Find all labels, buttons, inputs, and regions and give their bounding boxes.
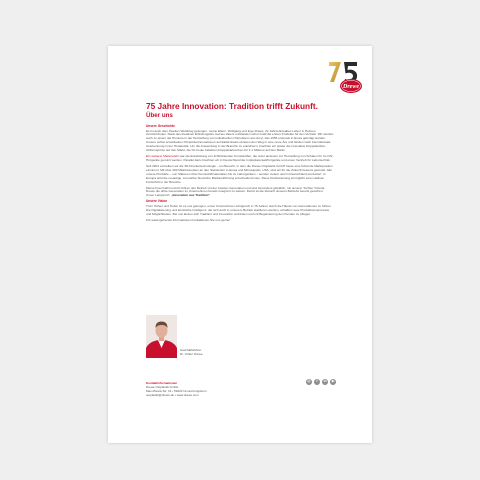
facebook-icon[interactable]: f — [314, 379, 320, 385]
company-address: Max-Planck-Str. 31 • 59423 Unna-Königsborn — [146, 388, 207, 393]
article-body — [146, 125, 334, 225]
page-title: 75 Jahre Innovation: Tradition trifft Zukunft. — [146, 101, 318, 111]
instagram-icon[interactable]: ◎ — [307, 379, 311, 383]
company-email[interactable]: otoplastik@drewe.de • www.drewe.com — [146, 392, 199, 397]
contact-block — [146, 382, 207, 398]
page-subtitle: Über uns — [146, 112, 173, 119]
vision-paragraph: Trotz Höhen und Tiefen ist es uns gelungen, unser Unternehmen erfolgreich in 75 Jahren durch die Hände von Generationen zu führen. Die Digitalisierung und künstliche Intelligenz, die sich auch in unserem Betrieb etablieren werden, schaffen neue Produktionsprozesse und Möglichkeiten. Bei uns lassen sich Tradition und Innovation verbinden und mit Begeisterung den Kunden zu pflegen. — [146, 203, 332, 216]
contact-heading: Kontaktinformationen — [146, 381, 178, 385]
portrait-photo — [146, 315, 177, 358]
contact-invite: Für weitergehende Informationen kontaktieren Sie uns gerne! — [146, 217, 231, 222]
milestone-lead: Ein weiterer Meilenstein — [146, 154, 179, 159]
milestone-paragraph — [146, 155, 334, 163]
social-icons — [306, 379, 336, 385]
vision-heading: Unsere Vision — [146, 199, 168, 204]
document-page — [108, 46, 372, 443]
motto: „Innovation aus Tradition“ — [171, 193, 210, 198]
youtube-icon[interactable]: ▶ — [331, 379, 335, 383]
person-role: Geschäftsführer — [180, 348, 202, 352]
milestone-text: war die Entwicklung von lichthärtenden Kunststoffen, die unter anderem zur Herstellung von Schalen für Im-Ohr-Hörgeräte genutzt werden. Parallel dazu brachten wir in Deutschland die Implantatersatzhörgeräte und einen Vertrieb für Labortechnik. — [146, 154, 334, 162]
family-paragraph — [146, 187, 334, 199]
anniversary-logo — [327, 57, 363, 97]
motto-prefix: Unser Leitspruch: — [146, 193, 172, 198]
company-name: Drewe Otoplastik GmbH — [146, 384, 179, 389]
linkedin-icon[interactable]: in — [323, 379, 327, 383]
production-paragraph: Seit 2001 vertreiben wir die 3D-Druckertechnologie – ein Bereich, in dem die Drewe Otoplastik GmbH heute eine führende Marktposition einnimmt. Mit über 400 Mitarbeitenden an den Standorten in Emsa und Minneapolis, USA, sind wir für die Zukunft bestens gerüstet. Alle unsere Produkte – von Silikonen über Kunststoffmaterialien bis zu Laborgeräten – werden zudem weil in Deutschland produziert. In Europa wird die neuartige, innovative bionische Markteinführung entscheidend sein. Diese Positionierung ermöglicht einen aktiven Fortschritt in der Branche. — [146, 163, 333, 184]
portrait-caption — [180, 349, 203, 357]
family-text: Meine Frau Kathi und ich führen den Betrieb mit der zweiten Generation und sind besonders glücklich, mit unserer Tochter Victoria Drewe die dritte Generation im Unternehmen bereits integriert zu wissen. Damit ist die Zukunft unseres Betriebs bereits gesichert. — [146, 185, 325, 194]
logo-wordmark: Drewe — [343, 84, 359, 90]
history-heading: Unsere Geschichte — [146, 124, 175, 128]
person-name: Dr. Volker Drewe — [180, 351, 203, 356]
history-paragraph: Es ist auch dem Zweiten Weltkrieg gelungen, meine Eltern, Wolfgang und Inge Drewe, ihr Jahrzehntealtes Leben in Heimen zurückzuholen. Dank des kreativen Erfindergeists meines Vaters entstanden schon bald die ersten Produkte für den Vertrieb. Wir wurden auch zu einem der Pioniere in der Herstellung von individuellen Ohrpolstern aus Acryl, das 1955 erstmals in Emsa gefertigt wurden. Unsere selbst entwickelten Ohrpolsterinnovationen auf Elektrobasis ebneten den Weg in eine neue Ära und fanden nach internationale Anerkennung in der Hörakustik. Um die Anwendung in der Branche zu erleichtern, brachten wir später die innovative Doppelkolben-Abformspritze auf den Markt, die bis heute beliebten Doppelkartuschen für 1:1 Silikone auf den Markt. — [146, 128, 334, 153]
